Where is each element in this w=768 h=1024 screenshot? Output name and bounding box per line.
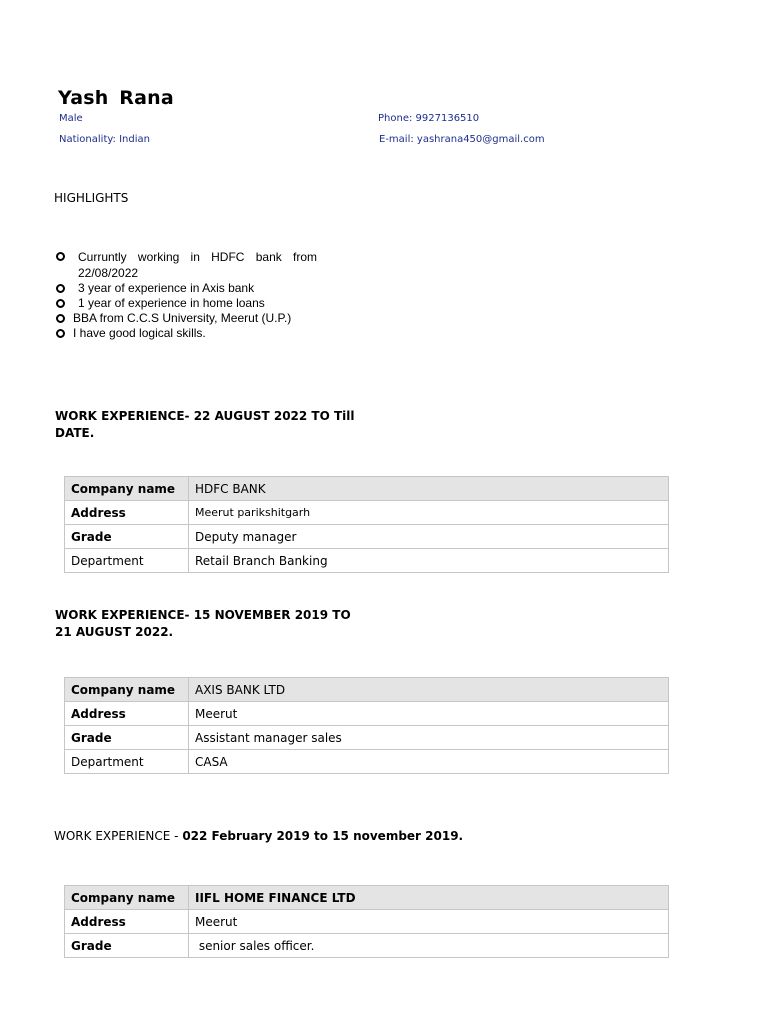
- table-row: Company name IIFL HOME FINANCE LTD: [65, 886, 669, 910]
- phone: Phone: 9927136510: [378, 113, 480, 124]
- list-item: 3 year of experience in Axis bank: [55, 281, 317, 296]
- circle-bullet-icon: [56, 329, 65, 338]
- list-item: 1 year of experience in home loans: [55, 296, 317, 311]
- circle-bullet-icon: [56, 252, 65, 261]
- experience-table-1: [64, 476, 669, 573]
- table-row: Address Meerut parikshitgarh: [65, 501, 669, 525]
- table-row: Company name HDFC BANK: [65, 477, 669, 501]
- experience-table-3: [64, 885, 669, 958]
- list-item: BBA from C.C.S University, Meerut (U.P.): [55, 311, 317, 326]
- email: E-mail: yashrana450@gmail.com: [379, 134, 545, 145]
- gender: Male: [59, 113, 83, 124]
- experience-heading-3: WORK EXPERIENCE - 022 February 2019 to 15 november 2019.: [54, 829, 464, 843]
- experience-heading-1: WORK EXPERIENCE- 22 AUGUST 2022 TO Till DATE.: [55, 409, 355, 440]
- highlights-heading: HIGHLIGHTS: [54, 191, 129, 205]
- highlights-list: [55, 249, 317, 341]
- circle-bullet-icon: [56, 299, 65, 308]
- circle-bullet-icon: [56, 314, 65, 323]
- table-row: Grade Deputy manager: [65, 525, 669, 549]
- table-row: Department CASA: [65, 750, 669, 774]
- circle-bullet-icon: [56, 284, 65, 293]
- list-item: Curruntly working in HDFC bank from 22/08/2022: [55, 249, 317, 281]
- table-row: Department Retail Branch Banking: [65, 549, 669, 573]
- nationality: Nationality: Indian: [59, 134, 150, 145]
- candidate-name: Yash Rana: [58, 87, 174, 109]
- table-row: Address Meerut: [65, 702, 669, 726]
- experience-heading-2: WORK EXPERIENCE- 15 NOVEMBER 2019 TO 21 AUGUST 2022.: [55, 608, 351, 639]
- table-row: Grade senior sales officer.: [65, 934, 669, 958]
- experience-table-2: [64, 677, 669, 774]
- table-row: Address Meerut: [65, 910, 669, 934]
- table-row: Grade Assistant manager sales: [65, 726, 669, 750]
- table-row: Company name AXIS BANK LTD: [65, 678, 669, 702]
- list-item: I have good logical skills.: [55, 326, 317, 341]
